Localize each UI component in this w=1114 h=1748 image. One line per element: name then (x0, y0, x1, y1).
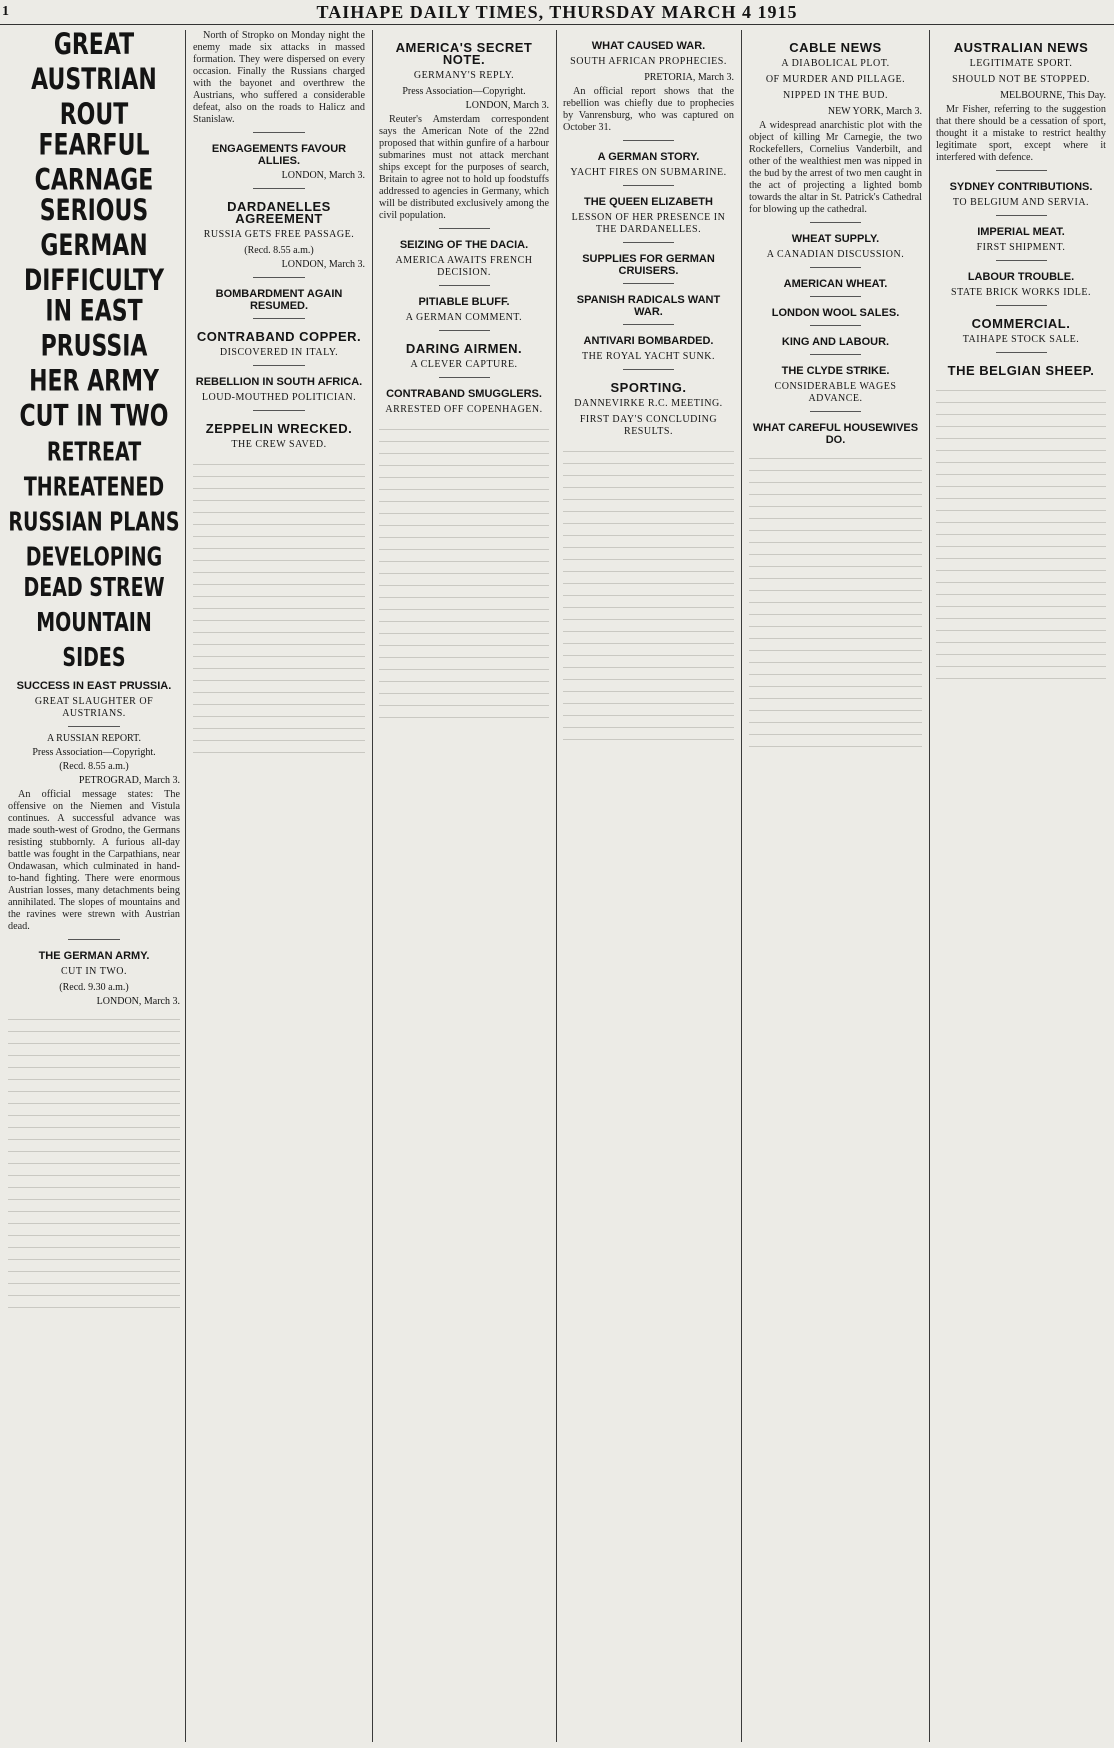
article-subtitle: YACHT FIRES ON SUBMARINE. (570, 167, 727, 178)
article-subtitle: A CANADIAN DISCUSSION. (766, 249, 905, 260)
article-title: THE QUEEN ELIZABETH (584, 196, 713, 208)
article-subtitle: CONSIDERABLE WAGES ADVANCE. (774, 381, 897, 404)
article-title: SEIZING OF THE DACIA. (399, 239, 529, 251)
divider (68, 939, 120, 940)
article-subtitle: OF MURDER AND PILLAGE. (765, 74, 906, 85)
press-credit: Press Association—Copyright. (402, 86, 526, 97)
text-filler (936, 381, 1106, 681)
press-credit: Press Association—Copyright. (32, 747, 156, 758)
article-subtitle: ARRESTED OFF COPENHAGEN. (385, 404, 543, 415)
divider (253, 410, 305, 411)
article-title: DARING AIRMEN. (405, 341, 523, 356)
column-6 (936, 30, 1106, 1742)
column-1 (8, 30, 180, 1742)
article-title: WHAT CAREFUL HOUSEWIVES DO. (752, 422, 919, 446)
article-title: CONTRABAND COPPER. (196, 329, 362, 344)
divider (810, 296, 862, 297)
column-rule (741, 30, 742, 1742)
column-rule (185, 30, 186, 1742)
dateline: LONDON, March 3. (281, 259, 365, 270)
article-title: AMERICAN WHEAT. (783, 278, 888, 290)
masthead (0, 0, 1114, 25)
article-title: WHEAT SUPPLY. (791, 233, 880, 245)
divider (996, 170, 1047, 171)
article-title: A GERMAN STORY. (597, 151, 700, 163)
article-title: AUSTRALIAN NEWS (953, 40, 1089, 55)
article-subtitle: GERMANY'S REPLY. (413, 70, 515, 81)
article-title: SPANISH RADICALS WANT WAR. (576, 294, 721, 318)
divider (623, 185, 674, 186)
divider (623, 369, 674, 370)
article-subtitle: THE ROYAL YACHT SUNK. (582, 351, 715, 362)
dateline: LONDON, March 3. (281, 170, 365, 181)
article-title: PITIABLE BLUFF. (418, 296, 510, 308)
article-title: SUCCESS IN EAST PRUSSIA. (16, 680, 172, 692)
divider (253, 132, 305, 133)
article-subtitle: LESSON OF HER PRESENCE IN THE DARDANELLES. (571, 212, 726, 235)
divider (623, 242, 674, 243)
article-title: THE GERMAN ARMY. (38, 950, 150, 962)
divider (996, 215, 1047, 216)
article-body: Mr Fisher, referring to the suggestion that there should be a cessation of sport, thought it a mistake to restrict healthy legitimate sport, except where it interfered with defence. (936, 104, 1106, 163)
divider (439, 285, 490, 286)
column-4 (563, 30, 734, 1742)
article-subtitle: LOUD-MOUTHED POLITICIAN. (201, 392, 357, 403)
article-subtitle: A DIABOLICAL PLOT. (781, 58, 890, 69)
article-title: LABOUR TROUBLE. (967, 271, 1075, 283)
article-body: Reuter's Amsterdam correspondent says the American Note of the 22nd proposed that within gunfire of a harbour submarines must not attack merchant ships except for the purposes of search, Britain to agree not to hold up foodstuffs addressed to agencies in Germany, which will be distributed exclusively among the civil population. (379, 114, 549, 221)
article-subtitle: CUT IN TWO. (61, 966, 127, 977)
divider (253, 318, 305, 319)
divider (439, 330, 490, 331)
article-subtitle: FIRST DAY'S CONCLUDING RESULTS. (579, 414, 718, 437)
article-subtitle: RUSSIA GETS FREE PASSAGE. (203, 229, 355, 240)
article-title: REBELLION IN SOUTH AFRICA. (195, 376, 363, 388)
article-title: THE CLYDE STRIKE. (781, 365, 890, 377)
headline: RUSSIAN PLANS DEVELOPING (8, 507, 180, 573)
article-subtitle: AMERICA AWAITS FRENCH DECISION. (395, 255, 533, 278)
article-title: IMPERIAL MEAT. (977, 226, 1065, 238)
divider (996, 260, 1047, 261)
article-subtitle: DISCOVERED IN ITALY. (219, 347, 339, 358)
article-title: DARDANELLES AGREEMENT (227, 199, 331, 226)
text-filler (563, 442, 734, 742)
divider (810, 222, 862, 223)
dateline: PRETORIA, March 3. (644, 72, 734, 83)
article-title: THE BELGIAN SHEEP. (947, 363, 1095, 378)
divider (996, 352, 1047, 353)
dateline: PETROGRAD, March 3. (78, 775, 180, 786)
article-subtitle: LEGITIMATE SPORT. (969, 58, 1073, 69)
article-body: An official message states: The offensive on the Niemen and Vistula continues. A successful advance was made south-west of Grodno, the Germans resisting stubbornly. A furious all-day battle was fought in the Carpathians, near Ondawasan, which culminated in hand-to-hand fighting. There were enormous Austrian losses, many detachments being annihilated. The slopes of mountains and the ravines were strewn with Austrian dead. (8, 789, 180, 932)
article-body: North of Stropko on Monday night the enemy made six attacks in massed formation. They were dispersed on every occasion. Finally the Russians charged with the bayonet and overthrew the Austrians, who suffered a considerable defeat, also on the roads to Halicz and Stanislaw. (193, 30, 365, 125)
dateline: LONDON, March 3. (96, 996, 180, 1007)
divider (810, 354, 862, 355)
divider (439, 228, 490, 229)
divider (996, 305, 1047, 306)
article-title: CONTRABAND SMUGGLERS. (386, 388, 542, 400)
article-body: An official report shows that the rebellion was chiefly due to prophecies by Vanrensburg, who was captured on October 31. (563, 86, 734, 133)
column-rule (372, 30, 373, 1742)
text-filler (8, 1010, 180, 1310)
divider (439, 377, 490, 378)
column-rule (929, 30, 930, 1742)
received-time: (Recd. 9.30 a.m.) (59, 982, 129, 993)
received-time: (Recd. 8.55 a.m.) (244, 245, 314, 256)
article-title: ENGAGEMENTS FAVOUR ALLIES. (211, 143, 347, 167)
divider (810, 411, 862, 412)
text-filler (379, 420, 549, 720)
article-subtitle: TAIHAPE STOCK SALE. (962, 334, 1080, 345)
divider (623, 283, 674, 284)
article-subtitle: A GERMAN COMMENT. (405, 312, 523, 323)
text-filler (193, 455, 365, 755)
page-number: 1 (2, 4, 10, 19)
article-subtitle: GREAT SLAUGHTER OF AUSTRIANS. (34, 696, 154, 719)
article-title: SUPPLIES FOR GERMAN CRUISERS. (582, 253, 715, 277)
article-body: A widespread anarchistic plot with the object of killing Mr Carnegie, the two Rockefellers, Cornelius Vanderbilt, and other of the wealthiest men was nipped in the bud by the arrest of two men caught in the act of projecting a lighted bomb towards the altar in St. Patrick's Cathedral for blowing up the cathedral. (749, 120, 922, 215)
newspaper-title: TAIHAPE DAILY TIMES, THURSDAY MARCH 4 1915 (316, 2, 798, 22)
article-title: LONDON WOOL SALES. (771, 307, 900, 319)
article-title: SPORTING. (610, 380, 687, 395)
divider (253, 188, 305, 189)
article-subtitle: SOUTH AFRICAN PROPHECIES. (570, 56, 727, 67)
article-subtitle: NIPPED IN THE BUD. (783, 90, 888, 101)
text-filler (749, 449, 922, 749)
column-rule (556, 30, 557, 1742)
dateline: LONDON, March 3. (465, 100, 549, 111)
article-subtitle: A RUSSIAN REPORT. (47, 733, 141, 744)
article-subtitle: TO BELGIUM AND SERVIA. (952, 197, 1090, 208)
article-title: CABLE NEWS (789, 40, 882, 55)
headline: RETREAT THREATENED (23, 437, 165, 503)
divider (810, 267, 862, 268)
article-title: AMERICA'S SECRET NOTE. (395, 40, 533, 67)
article-title: ZEPPELIN WRECKED. (205, 421, 353, 436)
divider (253, 277, 305, 278)
column-3 (379, 30, 549, 1742)
divider (810, 325, 862, 326)
article-title: WHAT CAUSED WAR. (591, 40, 706, 52)
headline: SERIOUS GERMAN DIFFICULTY (23, 194, 164, 299)
headline: GREAT AUSTRIAN ROUT (31, 30, 157, 133)
article-subtitle: SHOULD NOT BE STOPPED. (952, 74, 1090, 85)
article-subtitle: A CLEVER CAPTURE. (410, 359, 518, 370)
article-title: SYDNEY CONTRIBUTIONS. (949, 181, 1093, 193)
dateline: MELBOURNE, This Day. (1000, 90, 1106, 101)
article-subtitle: DANNEVIRKE R.C. MEETING. (574, 398, 723, 409)
article-subtitle: FIRST SHIPMENT. (976, 242, 1066, 253)
article-subtitle: STATE BRICK WORKS IDLE. (951, 287, 1091, 298)
divider (253, 365, 305, 366)
headline: FEARFUL CARNAGE (34, 128, 154, 198)
received-time: (Recd. 8.55 a.m.) (59, 761, 129, 772)
article-title: KING AND LABOUR. (781, 336, 890, 348)
headline: IN EAST PRUSSIA (40, 294, 148, 364)
headline: HER ARMY CUT IN TWO (19, 364, 169, 434)
column-5 (749, 30, 922, 1742)
divider (623, 324, 674, 325)
column-2 (193, 30, 365, 1742)
article-title: BOMBARDMENT AGAIN RESUMED. (215, 288, 343, 312)
divider (623, 140, 674, 141)
headline: DEAD STREW MOUNTAIN SIDES (23, 573, 165, 673)
article-subtitle: THE CREW SAVED. (231, 439, 327, 450)
article-title: ANTIVARI BOMBARDED. (583, 335, 714, 347)
article-title: COMMERCIAL. (971, 316, 1071, 331)
divider (68, 726, 120, 727)
dateline: NEW YORK, March 3. (827, 106, 922, 117)
